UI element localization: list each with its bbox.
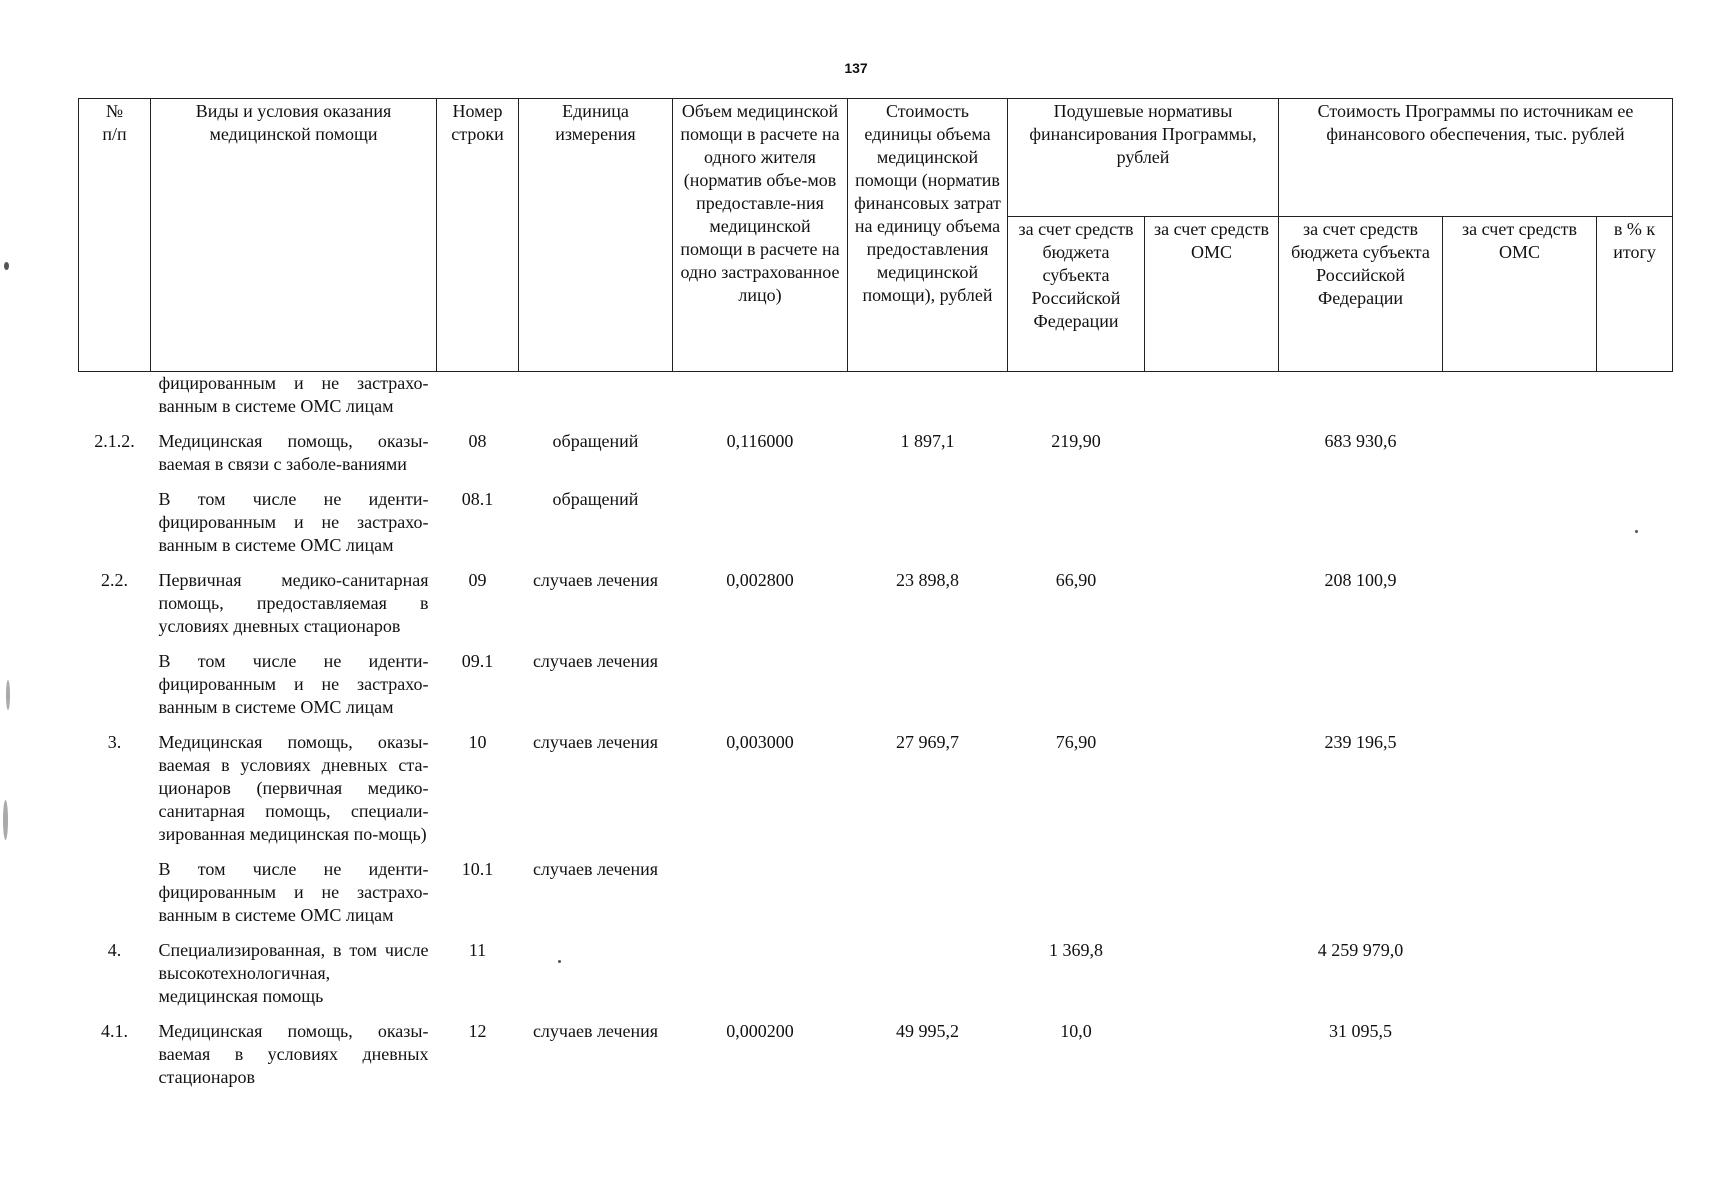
- row-number: 2.2.: [101, 570, 128, 590]
- row-line-number: 12: [468, 1021, 487, 1041]
- row-program-budget: [1279, 484, 1443, 565]
- row-unit: случаев лечения: [532, 732, 659, 752]
- row-volume: [673, 935, 848, 1016]
- row-program-pct: [1597, 646, 1673, 727]
- row-program-oms: [1443, 727, 1597, 854]
- row-program-budget: 208 100,9: [1324, 570, 1397, 590]
- row-program-pct: [1597, 565, 1673, 646]
- row-program-pct: [1597, 426, 1673, 484]
- table-row: [79, 854, 1673, 935]
- row-program-oms: [1443, 646, 1597, 727]
- row-program-budget: 31 095,5: [1329, 1021, 1392, 1041]
- table-row: [79, 565, 1673, 646]
- table-body: [79, 372, 1673, 1098]
- row-name: В том числе не иденти-фицированным и не застрахо-ванным в системе ОМС лицам: [158, 859, 429, 925]
- header-type: Виды и условия оказания медицинской помощи: [151, 99, 437, 372]
- row-unit: обращений: [552, 431, 639, 451]
- row-unit-cost: 49 995,2: [896, 1021, 959, 1041]
- row-line-number: 10.1: [461, 859, 494, 879]
- row-per-capita-oms: [1145, 727, 1279, 854]
- row-program-pct: [1597, 1016, 1673, 1097]
- header-cost: Стоимость единицы объема медицинской помощи (норматив финансовых затрат на единицу объема предоставления медицинской помощи), рублей: [848, 99, 1008, 372]
- row-per-capita-budget: 1 369,8: [1049, 940, 1103, 960]
- row-program-budget: 683 930,6: [1324, 431, 1397, 451]
- row-line-number: 11: [468, 940, 487, 960]
- row-volume: [673, 484, 848, 565]
- row-per-capita-oms: [1145, 484, 1279, 565]
- row-name: Медицинская помощь, оказы-ваемая в условиях дневных стационаров: [158, 1021, 429, 1087]
- row-unit: случаев лечения: [532, 570, 659, 590]
- row-unit-cost: [848, 935, 1008, 1016]
- program-cost-table: [78, 98, 1673, 1097]
- row-name: Первичная медико-санитарная помощь, предоставляемая в условиях дневных стационаров: [158, 570, 429, 636]
- row-per-capita-oms: [1145, 1016, 1279, 1097]
- row-name: Медицинская помощь, оказы-ваемая в условиях дневных ста-ционаров (первичная медико-санитарная помощь, специали-зированная медицинская по-мощь): [158, 732, 429, 844]
- row-unit-cost: [848, 484, 1008, 565]
- row-number: 2.1.2.: [94, 431, 135, 451]
- row-per-capita-budget: 66,90: [1055, 570, 1097, 590]
- row-per-capita-budget: 76,90: [1055, 732, 1097, 752]
- row-per-capita-budget: [1008, 854, 1145, 935]
- table-row: [79, 372, 1673, 427]
- row-unit: обращений: [552, 489, 639, 509]
- row-volume: 0,002800: [726, 570, 794, 590]
- row-per-capita-budget: [1008, 484, 1145, 565]
- table-row: [79, 426, 1673, 484]
- row-line-number: 08.1: [461, 489, 494, 509]
- row-per-capita-oms: [1145, 426, 1279, 484]
- row-name: Специализированная, в том числе высокотехнологичная, медицинская помощь: [158, 940, 429, 1006]
- row-per-capita-budget: [1008, 646, 1145, 727]
- row-volume: [673, 372, 848, 427]
- row-line-number: [437, 372, 519, 427]
- row-number: 4.: [107, 940, 122, 960]
- table-row: [79, 727, 1673, 854]
- row-unit-cost: 27 969,7: [896, 732, 959, 752]
- table-row: [79, 935, 1673, 1016]
- header-program-oms: за счет средств ОМС: [1443, 217, 1597, 372]
- row-per-capita-budget: 10,0: [1060, 1021, 1092, 1041]
- row-number: [79, 854, 151, 935]
- scan-speck: [3, 800, 8, 840]
- row-unit: [519, 935, 673, 1016]
- row-number: [79, 372, 151, 427]
- row-name: В том числе не иденти-фицированным и не застрахо-ванным в системе ОМС лицам: [158, 489, 429, 555]
- row-number: [79, 484, 151, 565]
- header-num: № п/п: [79, 99, 151, 372]
- row-volume: [673, 854, 848, 935]
- row-program-oms: [1443, 565, 1597, 646]
- row-volume: [673, 646, 848, 727]
- row-number: 4.1.: [101, 1021, 128, 1041]
- row-unit: [519, 372, 673, 427]
- row-program-budget: 4 259 979,0: [1317, 940, 1404, 960]
- row-program-oms: [1443, 426, 1597, 484]
- header-line: Номер строки: [437, 99, 519, 372]
- header-per-capita-budget: за счет средств бюджета субъекта Российской Федерации: [1008, 217, 1145, 372]
- table-row: [79, 646, 1673, 727]
- row-per-capita-budget: 219,90: [1051, 431, 1101, 451]
- row-number: 3.: [107, 732, 122, 752]
- row-per-capita-oms: [1145, 565, 1279, 646]
- header-program-cost: Стоимость Программы по источникам ее финансового обеспечения, тыс. рублей: [1279, 99, 1673, 217]
- row-program-oms: [1443, 1016, 1597, 1097]
- header-unit: Единица измерения: [519, 99, 673, 372]
- row-per-capita-oms: [1145, 854, 1279, 935]
- row-name: Медицинская помощь, оказы-ваемая в связи с заболе-ваниями: [158, 431, 429, 474]
- row-program-pct: [1597, 935, 1673, 1016]
- scan-speck: [558, 960, 561, 963]
- row-program-oms: [1443, 854, 1597, 935]
- row-unit: случаев лечения: [532, 1021, 659, 1041]
- row-line-number: 10: [468, 732, 487, 752]
- table-row: [79, 484, 1673, 565]
- row-program-pct: [1597, 372, 1673, 427]
- header-volume: Объем медицинской помощи в расчете на одного жителя (норматив объе-мов предоставле-ния медицинской помощи в расчете на одно застрахованное лицо): [673, 99, 848, 372]
- row-program-oms: [1443, 372, 1597, 427]
- page-number: 137: [844, 60, 868, 76]
- row-program-pct: [1597, 854, 1673, 935]
- row-line-number: 09.1: [461, 651, 494, 671]
- row-per-capita-oms: [1145, 372, 1279, 427]
- header-program-budget: за счет средств бюджета субъекта Российской Федерации: [1279, 217, 1443, 372]
- row-line-number: 09: [468, 570, 487, 590]
- row-volume: 0,003000: [726, 732, 794, 752]
- row-unit-cost: [848, 372, 1008, 427]
- row-unit-cost: [848, 854, 1008, 935]
- row-per-capita-oms: [1145, 646, 1279, 727]
- row-line-number: 08: [468, 431, 487, 451]
- row-volume: 0,116000: [726, 431, 794, 451]
- row-program-budget: [1279, 646, 1443, 727]
- row-unit-cost: 23 898,8: [896, 570, 959, 590]
- row-unit: случаев лечения: [532, 859, 659, 879]
- row-program-pct: [1597, 484, 1673, 565]
- header-program-pct: в % к итогу: [1597, 217, 1673, 372]
- header-per-capita-oms: за счет средств ОМС: [1145, 217, 1279, 372]
- row-program-oms: [1443, 935, 1597, 1016]
- table-header: [79, 99, 1673, 372]
- row-name: В том числе не иденти-фицированным и не застрахо-ванным в системе ОМС лицам: [158, 651, 429, 717]
- row-unit: случаев лечения: [532, 651, 659, 671]
- scan-speck: [1635, 530, 1638, 533]
- row-volume: 0,000200: [726, 1021, 794, 1041]
- scan-speck: [6, 680, 10, 710]
- row-per-capita-oms: [1145, 935, 1279, 1016]
- row-name: фицированным и не застрахо-ванным в системе ОМС лицам: [158, 373, 429, 416]
- row-per-capita-budget: [1008, 372, 1145, 427]
- row-program-pct: [1597, 727, 1673, 854]
- row-program-budget: [1279, 854, 1443, 935]
- row-program-budget: 239 196,5: [1324, 732, 1397, 752]
- scan-speck: [4, 262, 9, 270]
- table-row: [79, 1016, 1673, 1097]
- header-per-capita: Подушевые нормативы финансирования Программы, рублей: [1008, 99, 1279, 217]
- row-program-oms: [1443, 484, 1597, 565]
- row-number: [79, 646, 151, 727]
- row-program-budget: [1279, 372, 1443, 427]
- row-unit-cost: [848, 646, 1008, 727]
- row-unit-cost: 1 897,1: [900, 431, 955, 451]
